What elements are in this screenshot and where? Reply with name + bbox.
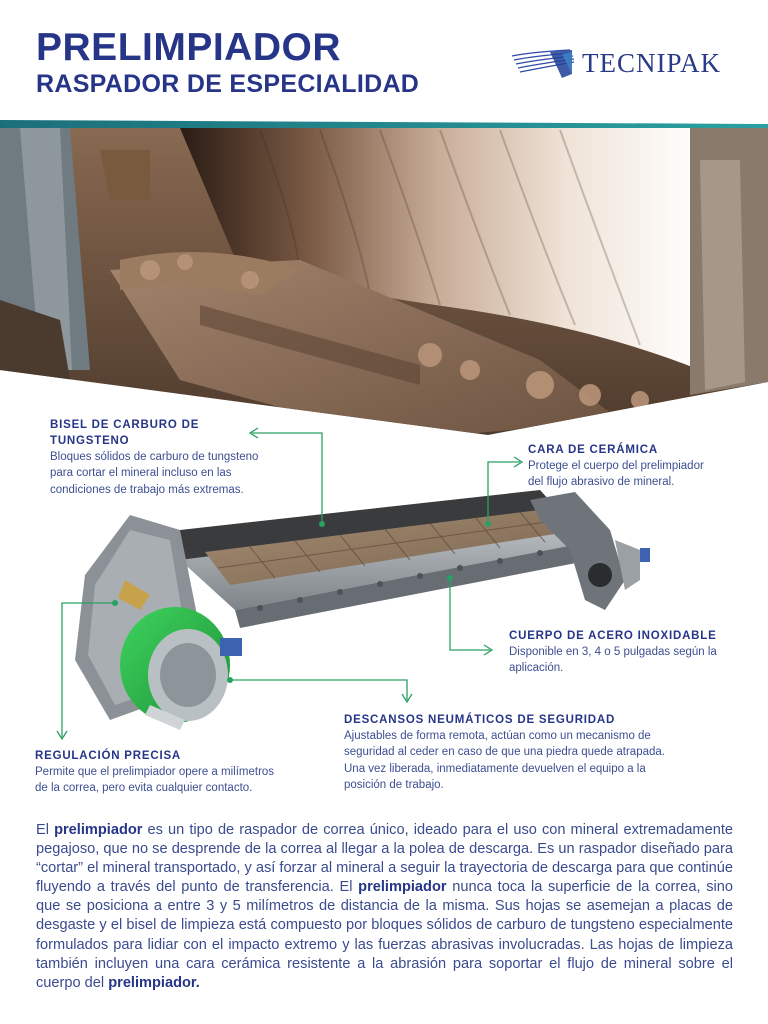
callout-bisel-title: BISEL DE CARBURO DE TUNGSTENO	[50, 419, 200, 447]
callout-acero-desc: Disponible en 3, 4 o 5 pulgadas según la aplicación.	[509, 646, 717, 675]
callout-acero-title: CUERPO DE ACERO INOXIDABLE	[509, 630, 717, 642]
callout-ceramica-desc: Protege el cuerpo del prelimpiador del flujo abrasivo de mineral.	[528, 460, 704, 489]
callout-regulacion-title: REGULACIÓN PRECISA	[35, 750, 182, 762]
logo-mark-icon	[510, 44, 580, 84]
page-subtitle: RASPADOR DE ESPECIALIDAD	[36, 70, 420, 98]
product-name-bold: prelimpiador	[54, 822, 143, 838]
description-paragraph: El prelimpiador es un tipo de raspador de correa único, ideado para el uso con mineral extremadamente pegajoso, que no se desprende de la correa al llegar a la polea de descarga. Es un raspador diseñado para “cortar” el mineral transportado, y así forzar al mineral a seguir la trayectoria de descarga para que continúe fluyendo a través del punto de transferencia. El prelimpiador nunca toca la superficie de la correa, sino que se posiciona a entre 3 y 5 milímetros de distancia de la misma. Sus hojas se asemejan a placas de desgaste y el bisel de limpieza está compuesto por bloques sólidos de carburo de tungsteno especialmente formulados para lidiar con el impacto extremo y las fuerzas abrasivas involucradas. Las hojas de limpieza también incluyen una cara cerámica resistente a la abrasión para soportar el flujo de mineral sobre el cuerpo del prelimpiador.	[36, 822, 733, 991]
callout-descansos-desc: Ajustables de forma remota, actúan como un mecanismo de seguridad al ceder en caso de que una piedra quede atrapada. Una vez liberada, inmediatamente devuelven el equipo a la posición de trabajo.	[344, 730, 665, 791]
hero-photo	[0, 120, 768, 440]
callout-descansos-title: DESCANSOS NEUMÁTICOS DE SEGURIDAD	[344, 714, 616, 726]
product-name-bold: prelimpiador.	[108, 974, 200, 991]
page-title: PRELIMPIADOR	[36, 26, 342, 69]
logo-wordmark: TECNIPAK	[582, 48, 722, 78]
tecnipak-logo	[510, 44, 740, 84]
callout-regulacion-desc: Permite que el prelimpiador opere a milímetros de la correa, pero evita cualquier contacto.	[35, 766, 275, 795]
callout-bisel-desc: Bloques sólidos de carburo de tungsteno para cortar el mineral incluso en las condiciones de trabajo más extremas.	[50, 451, 259, 496]
callout-ceramica-title: CARA DE CERÁMICA	[528, 444, 658, 456]
page-header	[0, 0, 768, 122]
product-name-bold: prelimpiador	[358, 879, 447, 896]
